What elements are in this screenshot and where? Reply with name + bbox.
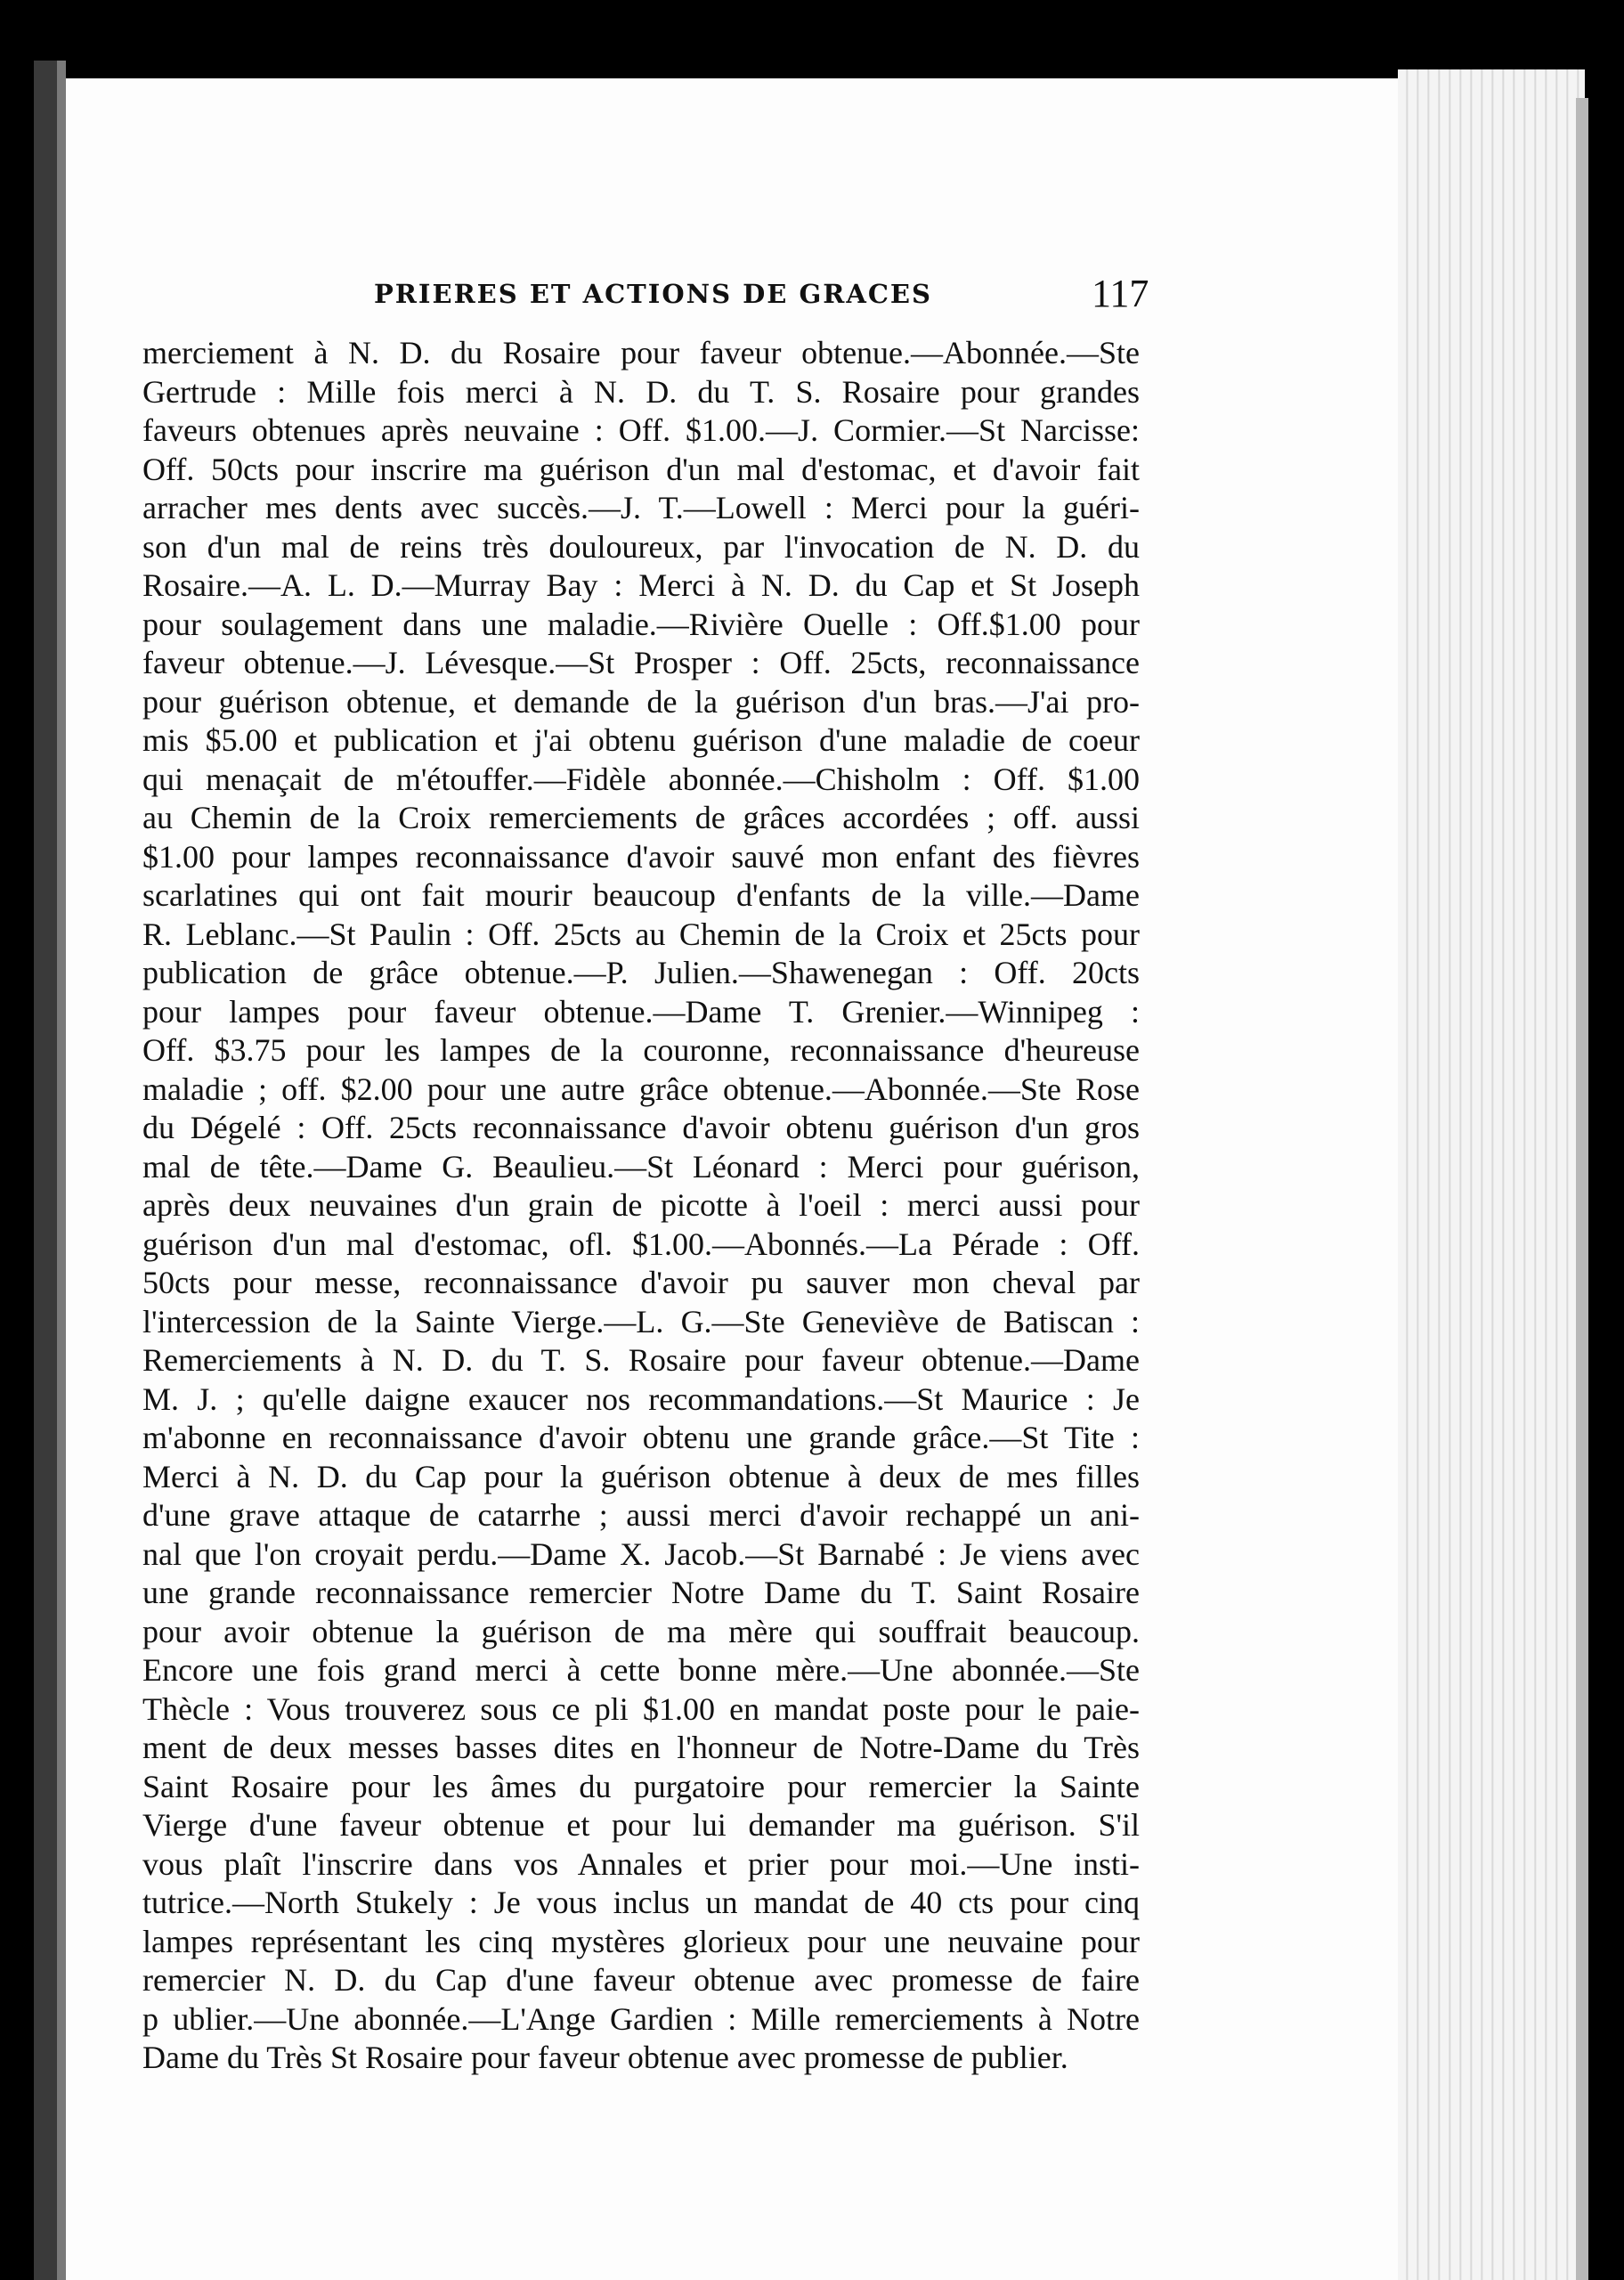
text-line: pour soulagement dans une maladie.—Rivière Ouelle : Off.$1.00 pour bbox=[142, 606, 1140, 642]
text-line: d'une grave attaque de catarrhe ; aussi merci d'avoir rechappé un ani- bbox=[142, 1497, 1140, 1533]
text-line: au Chemin de la Croix remerciements de grâces accordées ; off. aussi bbox=[142, 800, 1140, 835]
body-text bbox=[142, 334, 1140, 2078]
text-line: arracher mes dents avec succès.—J. T.—Lowell : Merci pour la guéri- bbox=[142, 490, 1140, 525]
text-line: R. Leblanc.—St Paulin : Off. 25cts au Chemin de la Croix et 25cts pour bbox=[142, 916, 1140, 952]
text-line: 50cts pour messe, reconnaissance d'avoir pu sauver mon cheval par bbox=[142, 1265, 1140, 1300]
text-line: guérison d'un mal d'estomac, ofl. $1.00.—Abonnés.—La Pérade : Off. bbox=[142, 1226, 1140, 1262]
text-line: ment de deux messes basses dites en l'honneur de Notre-Dame du Très bbox=[142, 1730, 1140, 1765]
text-line: son d'un mal de reins très douloureux, par l'invocation de N. D. du bbox=[142, 528, 1140, 565]
text-line: Dame du Très St Rosaire pour faveur obtenue avec promesse de publier. bbox=[142, 2040, 1068, 2075]
text-line: m'abonne en reconnaissance d'avoir obtenu une grande grâce.—St Tite : bbox=[142, 1420, 1140, 1455]
text-line: Thècle : Vous trouverez sous ce pli $1.00 en mandat poste pour le paie- bbox=[142, 1690, 1140, 1727]
text-line: $1.00 pour lampes reconnaissance d'avoir sauvé mon enfant des fièvres bbox=[142, 838, 1140, 875]
page-fore-edge-shade bbox=[1576, 98, 1588, 2280]
text-line: Remerciements à N. D. du T. S. Rosaire pour faveur obtenue.—Dame bbox=[142, 1342, 1140, 1378]
text-line: une grande reconnaissance remercier Notre Dame du T. Saint Rosaire bbox=[142, 1575, 1140, 1610]
text-line: Off. $3.75 pour les lampes de la couronne, reconnaissance d'heureuse bbox=[142, 1032, 1140, 1068]
text-line: après deux neuvaines d'un grain de picotte à l'oeil : merci aussi pour bbox=[142, 1187, 1140, 1223]
text-line: Vierge d'une faveur obtenue et pour lui demander ma guérison. S'il bbox=[142, 1807, 1140, 1843]
book-spine-edge bbox=[34, 61, 57, 2280]
book-spine-shadow bbox=[57, 61, 66, 2280]
text-line: pour lampes pour faveur obtenue.—Dame T. Grenier.—Winnipeg : bbox=[142, 993, 1140, 1030]
text-line: remercier N. D. du Cap d'une faveur obtenue avec promesse de faire bbox=[142, 1962, 1140, 1998]
text-line: tutrice.—North Stukely : Je vous inclus un mandat de 40 cts pour cinq bbox=[142, 1885, 1140, 1920]
text-line: Saint Rosaire pour les âmes du purgatoire pour remercier la Sainte bbox=[142, 1768, 1140, 1804]
text-line: faveurs obtenues après neuvaine : Off. $1.00.—J. Cormier.—St Narcisse: bbox=[142, 412, 1140, 448]
text-line: Merci à N. D. du Cap pour la guérison obtenue à deux de mes filles bbox=[142, 1458, 1140, 1494]
text-line: Off. 50cts pour inscrire ma guérison d'un mal d'estomac, et d'avoir fait bbox=[142, 451, 1140, 487]
text-line: du Dégelé : Off. 25cts reconnaissance d'avoir obtenu guérison d'un gros bbox=[142, 1110, 1140, 1145]
text-line: pour guérison obtenue, et demande de la guérison d'un bras.—J'ai pro- bbox=[142, 683, 1140, 720]
text-line: nal que l'on croyait perdu.—Dame X. Jacob.—St Barnabé : Je viens avec bbox=[142, 1535, 1140, 1572]
text-line: M. J. ; qu'elle daigne exaucer nos recommandations.—St Maurice : Je bbox=[142, 1380, 1140, 1417]
page-number: 117 bbox=[1092, 272, 1149, 315]
text-line: qui menaçait de m'étouffer.—Fidèle abonnée.—Chisholm : Off. $1.00 bbox=[142, 761, 1140, 797]
text-line: pour avoir obtenue la guérison de ma mère qui souffrait beaucoup. bbox=[142, 1613, 1140, 1649]
text-line: Gertrude : Mille fois merci à N. D. du T. S. Rosaire pour grandes bbox=[142, 373, 1140, 410]
text-line: Rosaire.—A. L. D.—Murray Bay : Merci à N. D. du Cap et St Joseph bbox=[142, 567, 1140, 603]
running-title: PRIERES ET ACTIONS DE GRACES bbox=[374, 279, 932, 309]
text-line: mis $5.00 et publication et j'ai obtenu guérison d'une maladie de coeur bbox=[142, 722, 1140, 758]
text-line: Encore une fois grand merci à cette bonne mère.—Une abonnée.—Ste bbox=[142, 1652, 1140, 1688]
text-line: scarlatines qui ont fait mourir beaucoup d'enfants de la ville.—Dame bbox=[142, 877, 1140, 913]
page-fore-edge bbox=[1398, 69, 1585, 2280]
text-line: lampes représentant les cinq mystères glorieux pour une neuvaine pour bbox=[142, 1923, 1140, 1959]
text-line: maladie ; off. $2.00 pour une autre grâce obtenue.—Abonnée.—Ste Rose bbox=[142, 1071, 1140, 1107]
text-line: faveur obtenue.—J. Lévesque.—St Prosper : Off. 25cts, reconnaissance bbox=[142, 645, 1140, 680]
text-line: mal de tête.—Dame G. Beaulieu.—St Léonard : Merci pour guérison, bbox=[142, 1148, 1140, 1185]
text-line: merciement à N. D. du Rosaire pour faveur obtenue.—Abonnée.—Ste bbox=[142, 335, 1140, 370]
text-line: l'intercession de la Sainte Vierge.—L. G.—Ste Geneviève de Batiscan : bbox=[142, 1303, 1140, 1340]
text-line: publication de grâce obtenue.—P. Julien.—Shawenegan : Off. 20cts bbox=[142, 955, 1140, 990]
text-line: p ublier.—Une abonnée.—L'Ange Gardien : Mille remerciements à Notre bbox=[142, 2000, 1140, 2037]
text-line: vous plaît l'inscrire dans vos Annales et prier pour moi.—Une insti- bbox=[142, 1845, 1140, 1882]
